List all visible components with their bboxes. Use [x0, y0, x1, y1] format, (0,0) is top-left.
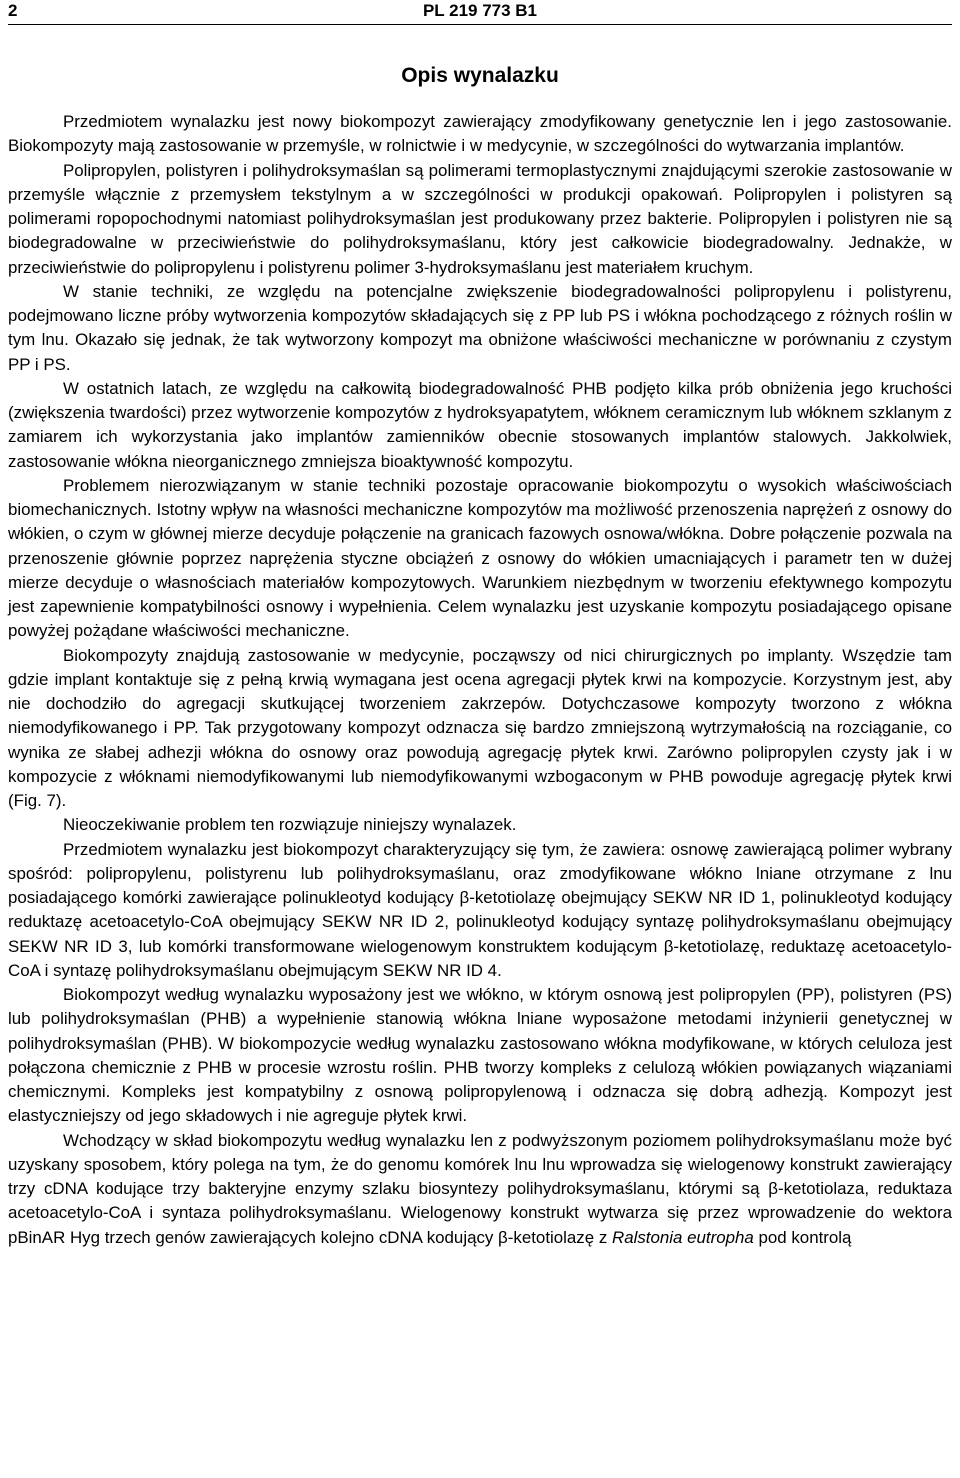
paragraph: Nieoczekiwanie problem ten rozwiązuje niniejszy wynalazek.	[63, 815, 517, 835]
paragraph-tail: pod kontrolą	[753, 1227, 852, 1247]
paragraph: W ostatnich latach, ze względu na całkowitą biodegradowalność PHB podjęto kilka prób obniżenia jego kruchości (zwiększenia twardości) przez wytworzenie kompozytów z hydroksyapatytem, włóknem ceramicznym lub włóknem szklanym z zamiarem ich wykorzystania jako implantów zamienników obecnie stosowanych implantów stalowych. Jakkolwiek, zastosowanie włókna nieorganicznego zmniejsza bioaktywność kompozytu.	[8, 378, 952, 471]
paragraph-text: Wchodzący w skład biokompozytu według wynalazku len z podwyższonym poziomem polihydroksymaślanu może być uzyskany sposobem, który polega na tym, że do genomu komórek lnu lnu wprowadza się wielogenowy konstrukt zawierający trzy cDNA kodujące trzy bakteryjne enzymy szlaku biosyntezy polihydroksymaślanu, którymi są β-ketotiolaza, reduktaza acetoacetylo-CoA i syntaza polihydroksymaślanu. Wielogenowy konstrukt wytwarza się przez wprowadzenie do wektora pBinAR Hyg trzech genów zawierających kolejno cDNA kodujący β-ketotiolazę z	[8, 1130, 952, 1247]
paragraph-last	[8, 1129, 952, 1250]
document-body	[8, 110, 952, 1250]
paragraph: Problemem nierozwiązanym w stanie techniki pozostaje opracowanie biokompozytu o wysokich właściwościach biomechanicznych. Istotny wpływ na własności mechaniczne kompozytów ma możliwość przenoszenia naprężeń z osnowy do włókien, o czym w głównej mierze decyduje połączenie na granicach fazowych osnowa/włókna. Dobre połączenie pozwala na przenoszenie głównie poprzez naprężenia styczne obciążeń z osnowy do włókien umacniających i parametr ten w dużej mierze decyduje o własnościach materiałów kompozytowych. Warunkiem niezbędnym w tworzeniu efektywnego kompozytu jest zapewnienie kompatybilności osnowy i wypełnienia. Celem wynalazku jest uzyskanie kompozytu posiadającego opisane powyżej pożądane właściwości mechaniczne.	[8, 475, 952, 641]
paragraph: W stanie techniki, ze względu na potencjalne zwiększenie biodegradowalności polipropylenu i polistyrenu, podejmowano liczne próby wytworzenia kompozytów składających się z PP lub PS i włókna pochodzącego z różnych roślin w tym lnu. Okazało się jednak, że tak wytworzony kompozyt ma obniżone właściwości mechaniczne w porównaniu z czystym PP i PS.	[8, 281, 952, 374]
page-header	[8, 0, 952, 22]
patent-number: PL 219 773 B1	[422, 1, 538, 20]
document-title: Opis wynalazku	[401, 64, 559, 87]
header-rule	[8, 24, 952, 25]
paragraph: Biokompozyt według wynalazku wyposażony jest we włókno, w którym osnową jest polipropylen (PP), polistyren (PS) lub polihydroksymaślan (PHB) a wypełnienie stanowią włókna lniane wyposażone metodami inżynierii genetycznej w polihydroksymaślan (PHB). W biokompozycie według wynalazku zastosowano włókna modyfikowane, w których celuloza jest połączona chemicznie z PHB w procesie wzrostu roślin. PHB tworzy kompleks z celulozą włókien powiązanych wiązaniami chemicznymi. Kompleks jest kompatybilny z osnową polipropylenową i odznacza się dobrą adhezją. Kompozyt jest elastyczniejszy od jego składowych i nie agreguje płytek krwi.	[8, 985, 952, 1126]
paragraph: Przedmiotem wynalazku jest biokompozyt charakteryzujący się tym, że zawiera: osnowę zawierającą polimer wybrany spośród: polipropylenu, polistyrenu lub polihydroksymaślanu, oraz zmodyfikowane włókno lniane otrzymane z lnu posiadającego komórki zawierające polinukleotyd kodujący β-ketotiolazę obejmujący SEKW NR ID 1, polinukleotyd kodujący reduktazę acetoacetylo-CoA obejmujący SEKW NR ID 2, polinukleotyd kodujący syntazę polihydroksymaślanu obejmujący SEKW NR ID 3, lub komórki transformowane wielogenowym konstruktem kodującym β-ketotiolazę, reduktazę acetoacetylo-CoA i syntazę polihydroksymaślanu obejmującym SEKW NR ID 4.	[8, 839, 952, 980]
paragraph: Polipropylen, polistyren i polihydroksymaślan są polimerami termoplastycznymi znajdującymi szerokie zastosowanie w przemyśle włącznie z przemysłem tekstylnym a w szczególności w produkcji opakowań. Polipropylen i polistyren są polimerami ropopochodnymi natomiast polihydroksymaślan jest produkowany przez bakterie. Polipropylen i polistyren nie są biodegradowalne w przeciwieństwie do polihydroksymaślanu, który jest całkowicie biodegradowalny. Jednakże, w przeciwieństwie do polipropylenu i polistyrenu polimer 3-hydroksymaślanu jest materiałem kruchym.	[8, 160, 952, 277]
page-number: 2	[8, 1, 18, 20]
paragraph: Przedmiotem wynalazku jest nowy biokompozyt zawierający zmodyfikowany genetycznie len i jego zastosowanie. Biokompozyty mają zastosowanie w przemyśle, w rolnictwie i w medycynie, w szczególności do wytwarzania implantów.	[8, 112, 952, 156]
species-name: Ralstonia eutropha	[612, 1227, 754, 1247]
paragraph: Biokompozyty znajdują zastosowanie w medycynie, począwszy od nici chirurgicznych po implanty. Wszędzie tam gdzie implant kontaktuje się z pełną krwią wymagana jest ocena agregacji płytek krwi na kompozycie. Korzystnym jest, aby nie dochodziło do agregacji skutkującej tworzeniem zakrzepów. Dotychczasowe kompozyty tworzono z włókna niemodyfikowanego i PP. Tak przygotowany kompozyt odznacza się bardzo zmniejszoną wytrzymałością na rozciąganie, co wynika ze słabej adhezji włókna do osnowy oraz powodują agregację płytek krwi. Zarówno polipropylen czysty jak i w kompozycie z włóknami niemodyfikowanymi lub niemodyfikowanymi wzbogaconym w PHB powoduje agregację płytek krwi (Fig. 7).	[8, 645, 952, 810]
